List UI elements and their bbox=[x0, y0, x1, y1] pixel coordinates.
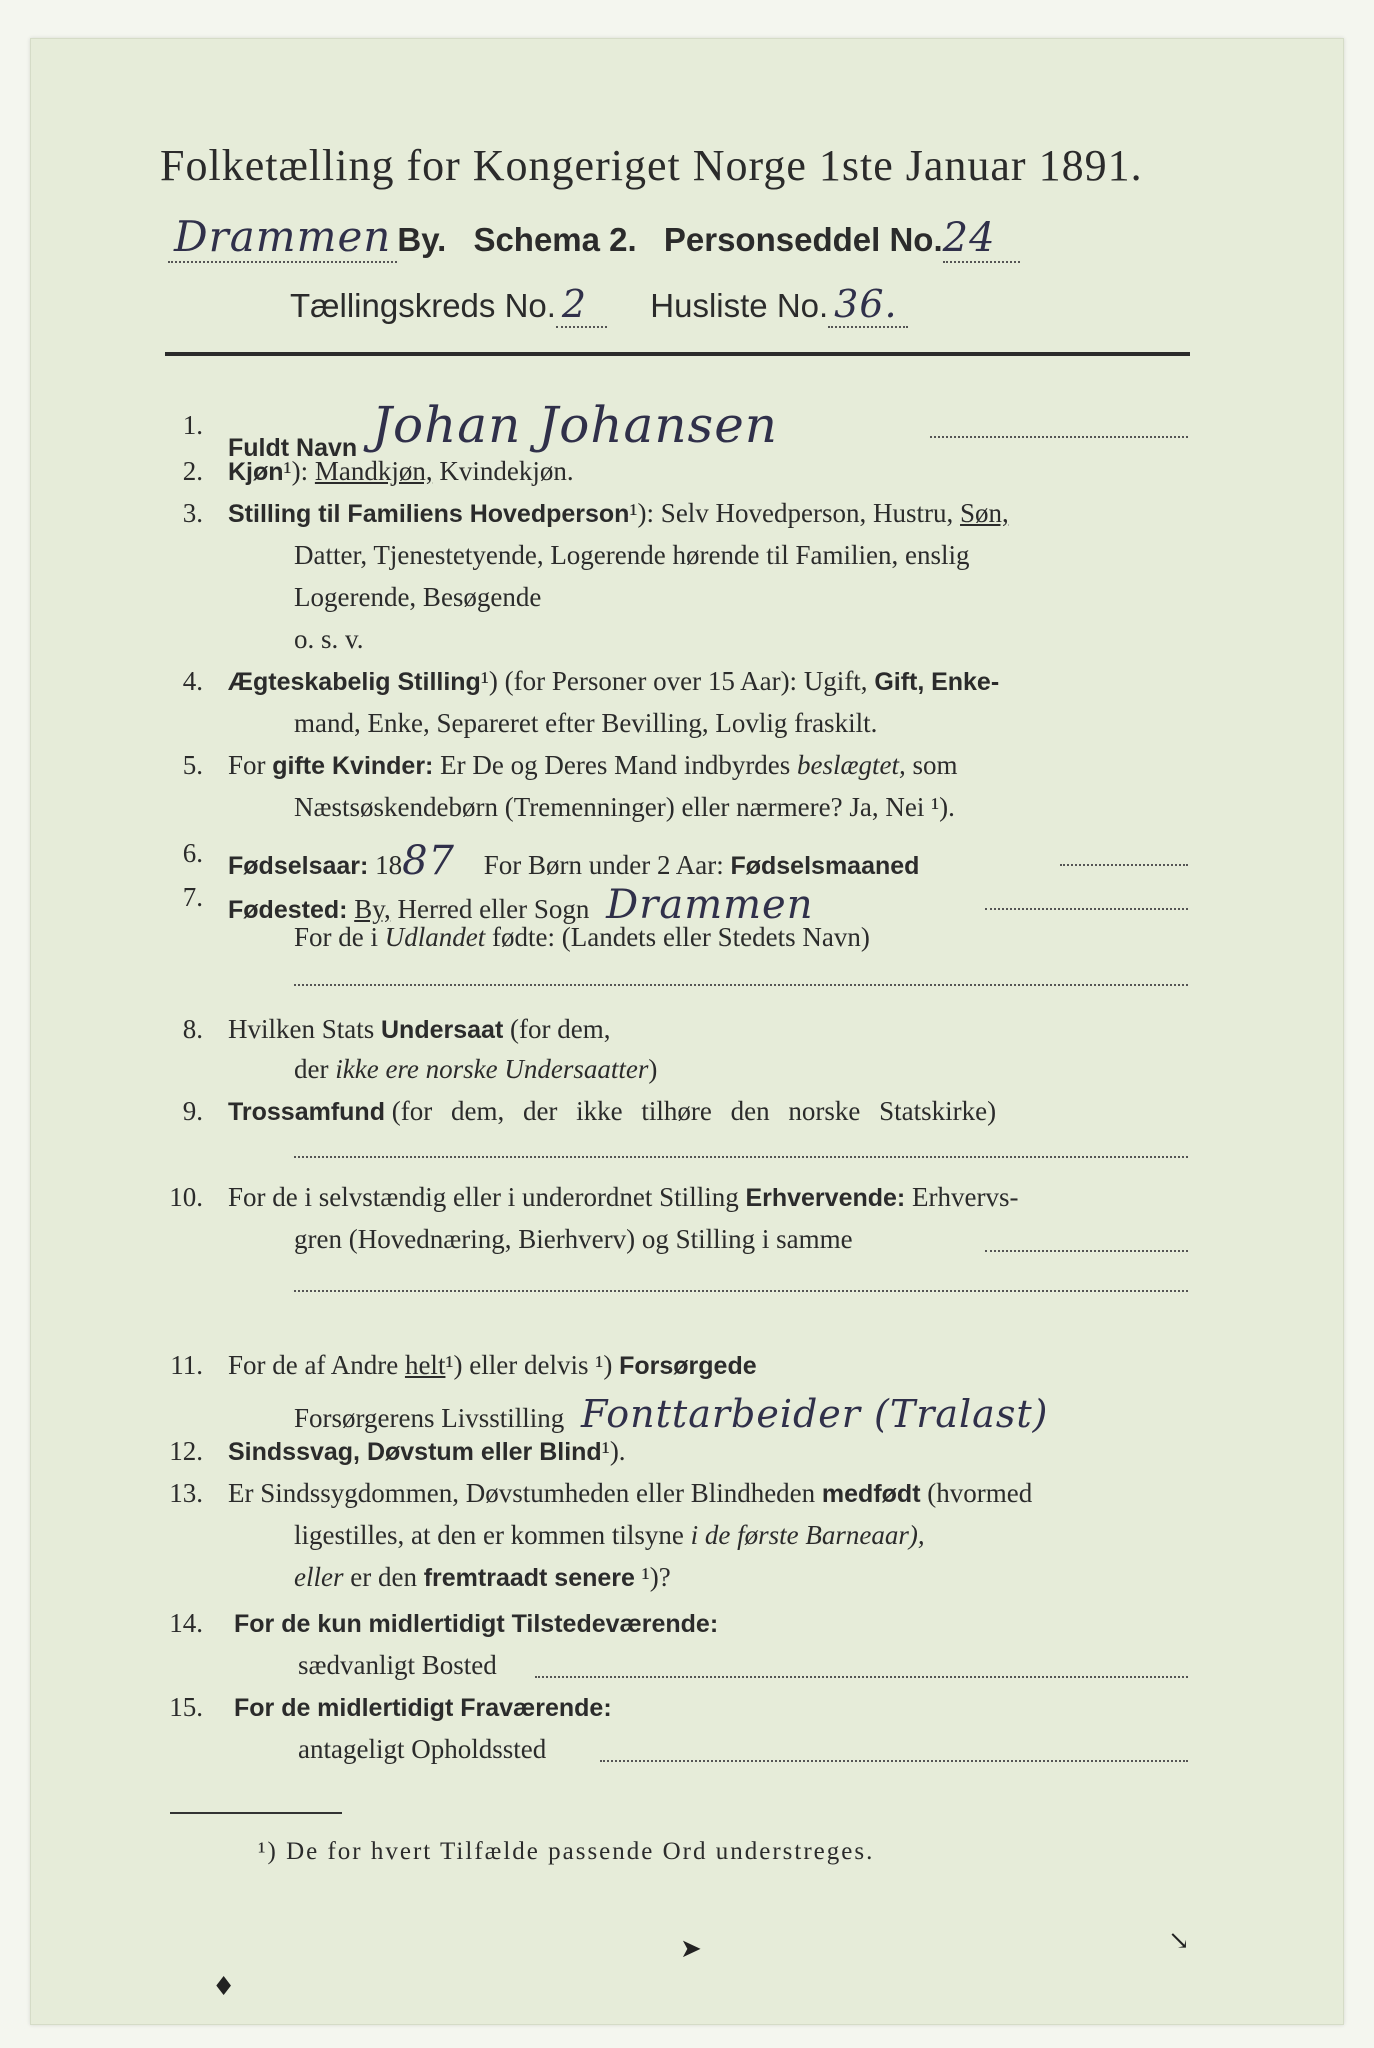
item-6-dotted-line bbox=[1060, 864, 1188, 866]
item-11-option-helt: helt bbox=[404, 1350, 446, 1380]
item-10-text-1a: For de i selvstændig eller i underordnet Stilling bbox=[228, 1182, 739, 1212]
item-3-line-1 bbox=[228, 498, 1009, 529]
tellingskreds-label: Tællingskreds No. bbox=[290, 287, 556, 324]
item-6-label-2: Fødselsmaaned bbox=[730, 852, 920, 880]
item-15-dotted-line bbox=[600, 1760, 1188, 1762]
item-2-option-kvindekjon: Kvindekjøn. bbox=[439, 456, 574, 486]
item-9-text: (for dem, der ikke tilhøre den norske Statskirke) bbox=[391, 1096, 997, 1126]
item-5-text-1: Er De og Deres Mand indbyrdes bbox=[440, 750, 791, 780]
item-7-option-by: By, bbox=[354, 894, 391, 924]
item-14-pre: For de kun bbox=[234, 1610, 362, 1638]
item-10-label: Erhvervende: bbox=[745, 1184, 906, 1212]
item-6-year-handwritten: 87 bbox=[402, 838, 455, 884]
item-13-text-1b: (hvormed bbox=[927, 1478, 1033, 1508]
husliste-no: 36. bbox=[828, 282, 907, 328]
item-1-name-handwritten: Johan Johansen bbox=[371, 396, 778, 454]
item-14-dotted-line bbox=[535, 1676, 1188, 1678]
item-5-pre: For bbox=[228, 750, 266, 780]
item-3-sup: ¹): bbox=[629, 498, 655, 528]
item-11-text-1a: For de af Andre bbox=[228, 1350, 399, 1380]
item-3-line-3: Logerende, Besøgende bbox=[294, 582, 542, 612]
personseddel-no: 24 bbox=[943, 215, 1020, 263]
item-5-label: gifte Kvinder: bbox=[272, 752, 434, 780]
item-8-text-1a: Hvilken Stats bbox=[228, 1014, 375, 1044]
item-9-line bbox=[228, 1096, 996, 1127]
item-3-label: Stilling til Familiens Hovedperson bbox=[228, 500, 630, 528]
form-title: Folketælling for Kongeriget Norge 1ste Januar 1891. bbox=[160, 141, 1143, 190]
item-4-option-enke: Enke- bbox=[931, 668, 1000, 696]
item-13-medfodt: medfødt bbox=[821, 1480, 921, 1508]
item-5-som: som bbox=[912, 750, 958, 780]
item-8-label: Undersaat bbox=[381, 1016, 504, 1044]
item-13-text-3b: er den bbox=[350, 1562, 417, 1592]
item-6-line bbox=[228, 838, 919, 884]
item-10-line-2: gren (Hovednæring, Bierhverv) og Stilling i samme bbox=[294, 1224, 853, 1254]
item-8-number: 8. bbox=[182, 1014, 203, 1044]
item-9-dotted-line bbox=[294, 1156, 1188, 1158]
item-5-beslaegtet: beslægtet, bbox=[797, 750, 906, 780]
header-rule bbox=[165, 352, 1190, 356]
item-15-pre: For de bbox=[234, 1694, 311, 1722]
item-2-label: Kjøn bbox=[228, 458, 284, 486]
item-7-text: Herred eller Sogn bbox=[397, 894, 590, 924]
item-12-label: Sindssvag, Døvstum eller Blind bbox=[228, 1438, 602, 1466]
item-1-label: Fuldt Navn bbox=[228, 434, 358, 462]
item-9-number: 9. bbox=[182, 1096, 203, 1126]
item-8-text-2b: ikke ere norske Undersaatter bbox=[335, 1054, 649, 1084]
item-12-sup: ¹). bbox=[601, 1436, 626, 1466]
item-15-line-2: antageligt Opholdssted bbox=[298, 1734, 547, 1764]
item-7-dotted-line-2 bbox=[294, 984, 1188, 986]
item-7-text-2c: fødte: (Landets eller Stedets Navn) bbox=[492, 922, 870, 952]
item-12-line bbox=[228, 1436, 626, 1467]
item-4-option-gift: Gift, bbox=[874, 668, 925, 696]
item-13-fremtraadt-senere: fremtraadt senere bbox=[423, 1564, 635, 1592]
item-13-text-3d: ¹)? bbox=[641, 1562, 671, 1592]
item-13-eller: eller bbox=[294, 1562, 344, 1592]
item-15-number: 15. bbox=[169, 1692, 203, 1722]
item-10-line-1 bbox=[228, 1182, 1018, 1213]
item-13-text-2a: ligestilles, at den er kommen tilsyne bbox=[294, 1520, 684, 1550]
item-7-line-2 bbox=[294, 922, 870, 953]
item-3-option-son: Søn, bbox=[960, 498, 1009, 528]
item-13-line-3 bbox=[294, 1562, 671, 1593]
item-11-line-2 bbox=[294, 1392, 1048, 1436]
item-7-label: Fødested: bbox=[228, 896, 348, 924]
item-14-line-1 bbox=[234, 1608, 718, 1639]
item-5-line-1 bbox=[228, 750, 958, 781]
item-10-dotted-line-2 bbox=[294, 1290, 1188, 1292]
item-11-label: Forsørgede bbox=[619, 1352, 757, 1380]
item-11-text-2: Forsørgerens Livsstilling bbox=[294, 1403, 565, 1433]
item-8-text-2a: der bbox=[294, 1054, 329, 1084]
item-4-number: 4. bbox=[182, 666, 203, 696]
item-8-line-2: der ikke ere norske Undersaatter) bbox=[294, 1054, 658, 1084]
header-line-3 bbox=[290, 282, 908, 326]
item-11-text-1b: ¹) eller delvis ¹) bbox=[445, 1350, 613, 1380]
item-10-number: 10. bbox=[169, 1182, 203, 1212]
item-4-line-1 bbox=[228, 666, 999, 697]
item-7-place-handwritten: Drammen bbox=[606, 882, 814, 928]
schema-label: Schema 2. bbox=[473, 221, 637, 258]
item-13-number: 13. bbox=[169, 1478, 203, 1508]
husliste-label: Husliste No. bbox=[650, 287, 829, 324]
item-3-line-2: Datter, Tjenestetyende, Logerende hørende til Familien, enslig bbox=[294, 540, 970, 570]
item-10-text-1b: Erhvervs- bbox=[912, 1182, 1019, 1212]
item-13-line-1 bbox=[228, 1478, 1032, 1509]
item-7-udlandet: Udlandet bbox=[384, 922, 486, 952]
footnote: ¹) De for hvert Tilfælde passende Ord understreges. bbox=[258, 1838, 875, 1865]
item-14-line-2: sædvanligt Bosted bbox=[298, 1650, 497, 1680]
item-13-text-2b: i de første Barneaar), bbox=[690, 1520, 925, 1550]
item-14-label: midlertidigt Tilstedeværende: bbox=[368, 1610, 719, 1638]
item-11-line-1 bbox=[228, 1350, 757, 1381]
stray-mark-1: ♦ bbox=[212, 1972, 236, 2002]
item-6-number: 6. bbox=[182, 838, 203, 868]
item-4-text-1: ¹) (for Personer over 15 Aar): Ugift, bbox=[480, 666, 868, 696]
item-2-option-mandkjon: Mandkjøn, bbox=[314, 456, 433, 486]
item-14-number: 14. bbox=[169, 1608, 203, 1638]
stray-mark-3: ↘ bbox=[1168, 1926, 1190, 1956]
item-2-number: 2. bbox=[182, 456, 203, 486]
item-15-label: midlertidigt Fraværende: bbox=[317, 1694, 612, 1722]
item-6-label: Fødselsaar: bbox=[228, 852, 369, 880]
item-7-number: 7. bbox=[182, 882, 203, 912]
item-6-text: For Børn under 2 Aar: bbox=[483, 850, 724, 880]
item-4-line-2: mand, Enke, Separeret efter Bevilling, Lovlig fraskilt. bbox=[294, 708, 878, 738]
header-line-2 bbox=[168, 212, 1020, 261]
item-8-text-1b: (for dem, bbox=[510, 1014, 611, 1044]
item-7-text-2a: For de i bbox=[294, 922, 378, 952]
item-7-dotted-line bbox=[985, 908, 1188, 910]
by-label: By. bbox=[397, 221, 447, 258]
item-13-text-1a: Er Sindssygdommen, Døvstumheden eller Blindheden bbox=[228, 1478, 816, 1508]
footnote-rule bbox=[170, 1812, 342, 1814]
tellingskreds-no: 2 bbox=[556, 282, 607, 328]
item-2-line bbox=[228, 456, 574, 487]
item-11-occupation-handwritten: Fonttarbeider (Tralast) bbox=[581, 1392, 1049, 1436]
item-5-line-2: Næstsøskendebørn (Tremenninger) eller nærmere? Ja, Nei ¹). bbox=[294, 792, 955, 822]
stray-mark-2: ➤ bbox=[680, 1934, 702, 1964]
city-handwritten: Drammen bbox=[168, 212, 397, 263]
item-3-number: 3. bbox=[182, 498, 203, 528]
item-12-number: 12. bbox=[169, 1436, 203, 1466]
item-2-sup: ¹): bbox=[283, 456, 309, 486]
item-1-number: 1. bbox=[182, 410, 203, 440]
item-3-line-4: o. s. v. bbox=[294, 624, 364, 654]
item-13-line-2 bbox=[294, 1520, 925, 1551]
item-5-number: 5. bbox=[182, 750, 203, 780]
item-15-line-1 bbox=[234, 1692, 612, 1723]
item-6-year-prefix: 18 bbox=[375, 850, 403, 880]
item-10-dotted-line bbox=[985, 1250, 1188, 1252]
item-4-label: Ægteskabelig Stilling bbox=[228, 668, 481, 696]
personseddel-label: Personseddel No. bbox=[663, 221, 943, 258]
item-9-label: Trossamfund bbox=[228, 1098, 385, 1126]
item-3-text-1: Selv Hovedperson, Hustru, bbox=[660, 498, 954, 528]
item-11-number: 11. bbox=[170, 1350, 203, 1380]
item-1-dotted-line bbox=[930, 436, 1188, 438]
item-8-line-1 bbox=[228, 1014, 610, 1045]
